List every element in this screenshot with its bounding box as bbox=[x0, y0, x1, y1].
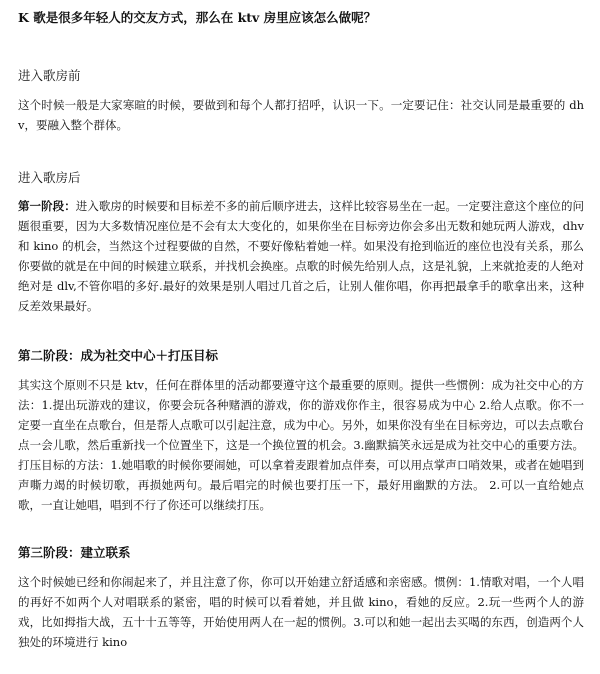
section-heading-before-room: 进入歌房前 bbox=[18, 68, 81, 83]
section-paragraph-stage-one bbox=[18, 196, 584, 316]
section-paragraph-stage-two: 其实这个原则不只是 ktv，任何在群体里的活动都要遵守这个最重要的原则。提供一些惯例：成为社交中心的方法：1.提出玩游戏的建议，你要会玩各种赌酒的游戏，你的游戏你作主，很容易成为中心 2.给人点歌。你不一定要一直坐在点歌台，但是帮人点歌可以引起注意，成为中心。另外，如果你没有坐在目标旁边，可以去点歌台点一会儿歌，然后重新找一个位置坐下，这是一个换位置的机会。3.幽默搞笑永远是成为社交中心的重要方法。打压目标的方法：1.她唱歌的时候你要闹她，可以拿着麦跟着加点伴奏，可以用点掌声口哨效果，或者在她唱到声嘶力竭的时候切歌，再损她两句。最后唱完的时候也要打压一下，最好用幽默的方法。 2.可以一直给她点歌，一直让她唱，唱到不行了你还可以继续打压。 bbox=[18, 378, 584, 512]
section-paragraph-before-room: 这个时候一般是大家寒暄的时候，要做到和每个人都打招呼，认识一下。一定要记住：社交认同是最重要的 dhv，要融入整个群体。 bbox=[18, 98, 584, 132]
stage-one-text: 进入歌房的时候要和目标差不多的前后顺序进去，这样比较容易坐在一起。一定要注意这个座位的问题很重要，因为大多数情况座位是不会有太大变化的，如果你坐在目标旁边你会多出无数和她玩两人游戏，dhv 和 kino 的机会，当然这个过程要做的自然，不要好像粘着她一样。如果没有抢到临近的座位也没有关系，那么你要做的就是在中间的时候建立联系，并找机会换座。点歌的时候先给别人点，这是礼貌，上来就抢麦的人绝对绝对是 dlv,不管你唱的多好.最好的效果是别人唱过几首之后，让别人催你唱，你再把最拿手的歌拿出来，这种反差效果最好。 bbox=[18, 199, 584, 313]
section-heading-after-room: 进入歌房后 bbox=[18, 170, 81, 185]
section-heading-stage-two: 第二阶段：成为社交中心＋打压目标 bbox=[18, 348, 219, 363]
section-paragraph-stage-three: 这个时候她已经和你闹起来了，并且注意了你，你可以开始建立舒适感和亲密感。惯例：1.情歌对唱，一个人唱的再好不如两个人对唱联系的紧密，唱的时候可以看着她，并且做 kino，看她的反应。2.玩一些两个人的游戏，比如拇指大战，五十十五等等，开始使用两人在一起的惯例。3.可以和她一起出去买喝的东西，创造两个人独处的环境进行 kino bbox=[18, 575, 584, 649]
document-title: K 歌是很多年轻人的交友方式，那么在 ktv 房里应该怎么做呢？ bbox=[18, 10, 377, 25]
section-heading-stage-three: 第三阶段：建立联系 bbox=[18, 545, 131, 560]
stage-one-lead: 第一阶段： bbox=[18, 199, 76, 213]
